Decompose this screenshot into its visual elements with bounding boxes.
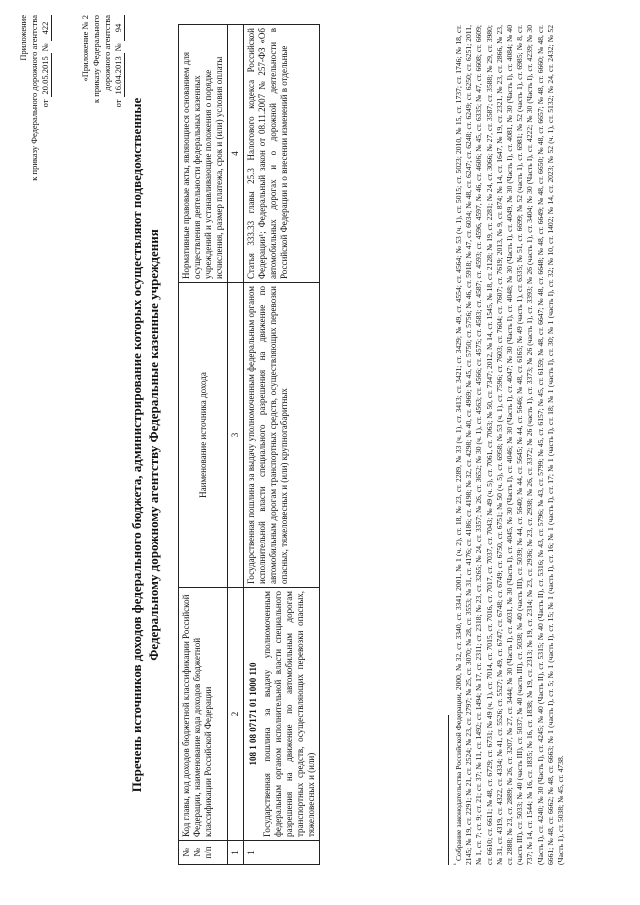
row-legal-acts: Статья 333.33 главы 25.3 Налогового кодекса Российской Федерации¹; Федеральный закон от 08.11.2007 № 257-ФЗ «Об автомобильных дорогах и о дорожной деятельности в Российской Федерации и о внесении изменений в отдельные	[244, 25, 320, 283]
index-cell: 4	[228, 25, 244, 283]
appendix-2-label: «Приложение № 2	[80, 15, 90, 82]
header-legal-acts: Нормативные правовые акты, являющиеся основанием для осуществления деятельности федеральных казенных учреждений и устанавливающие положения о порядке исчисления, размер платежа, срок и (или) условия оплаты	[179, 25, 228, 283]
appendix-order-line: к приказу Федерального дорожного агентства	[29, 15, 39, 181]
document-title: Перечень источников доходов федерального бюджета, администрирование которых осуществляют подведомственные Федеральному дорожному агентству Федеральные казенные учреждения	[129, 97, 161, 793]
footnote-marker: ¹	[453, 863, 460, 865]
row-code-cell	[244, 588, 320, 841]
row-number: 1	[244, 841, 320, 865]
income-sources-table	[178, 24, 320, 865]
income-code: 108 1 08 07171 01 1000 110	[248, 662, 258, 766]
appendix-label: Приложение	[18, 15, 28, 61]
footnote-divider	[448, 715, 449, 865]
header-code: Код главы, код доходов бюджетной классификации Российской Федерации, наименование кода доходов бюджетной классификации Российской Федерации	[179, 588, 228, 841]
appendix-2-number: 94	[113, 15, 125, 41]
table-index-row	[228, 25, 244, 865]
table-row	[244, 25, 320, 865]
index-cell: 3	[228, 283, 244, 588]
appendix-2-date: 16.04.2013	[113, 53, 125, 97]
row-source-name: Государственная пошлина за выдачу уполномоченным федеральным органом исполнительной власти специального разрешения на движение по автомобильным дорогам транспортных средств, осуществляющих перевозки опасных, тяжеловесных и (или) крупногабаритных	[244, 283, 320, 588]
header-number: № № п/п	[179, 841, 228, 865]
index-cell: 1	[228, 841, 244, 865]
order-date: 20.05.2015	[40, 53, 52, 97]
appendix-order-date-line: от 20.05.2015 № 422	[40, 15, 52, 205]
footnote-text: Собрание законодательства Российской Федерации, 2000, № 32, ст. 3340, ст. 3341, 2001, № 1 (ч. 2), ст. 18, № 23, ст. 2289, № 33 (ч. 1), ст. 3413; ст. 3421; ст. 3429; № 49, ст. 4554; ст. 4564; № 53 (ч. 1), ст. 5015; ст. 5023; 2010, № 15, ст. 1737; ст. 1746; № 18, ст. 2145; № 19, ст. 2291; № 21, ст. 2524; № 23, ст. 2797; № 25, ст. 3070; № 28, ст. 3553; № 31, ст. 4176; ст. 4186; ст. 4198; № 32, ст. 4298; № 40, ст. 4969; № 45, ст. 5750; ст. 5756; № 46, ст. 5918; № 47, ст. 6034; № 48, ст. 6247; ст. 6248; ст. 6249; ст. 6250; ст. 6251; 2011, № 1, ст. 7; ст. 9; ст. 21; ст. 37; № 11, ст. 1492; ст. 1494; № 17, ст. 2311; ст. 2318; № 23, ст. 3265; № 24, ст. 3357; № 26, ст. 3652; № 30 (ч. 1), ст. 4563; ст. 4566; ст. 4575; ст. 4583; ст. 4587; ст. 4593; ст. 4596, 4597, № 46, ст. 4606; № 45, ст. 6335; № 47, ст. 6608; ст. 6609; ст. 6610; ст. 6611; № 48, ст. 6729; ст. 6731; № 49 (ч. 1), ст. 7014, ст. 7015, ст. 7016, ст. 7017, ст. 7037, ст. 7043; № 49 (ч. 5), ст. 7061, ст. 7063; № 50, ст. 7347; 2012, № 14, ст. 1545, № 18, ст. 2128; № 19, ст. 2281; № 24, ст. 3066; № 27, ст. 3587; ст. 3588; № 29, ст. 3980; № 31, ст. 4319, ст. 4322, ст. 4334; № 41, ст. 5526; ст. 5527; № 49, ст. 6747; ст. 6748; ст. 6749; ст. 6750, ст. 6751; № 50 (ч. 5), ст. 6958; № 53 (ч. 1), ст. 7596; ст. 7603; ст. 7604; ст. 7607; ст. 7619; 2013, № 9, ст. 874; № 14, ст. 1647, № 19, ст. 2321, № 23, ст. 2866, № 23, ст. 2888; № 23, ст. 2889; № 26, ст. 3207, № 27, ст. 3444; № 30 (Часть I), ст. 4031, № 30 (Часть I), ст. 4045, № 30 (Часть I), ст. 4046; № 30 (Часть I), ст. 4047; № 30 (Часть I), ст. 4048; № 30 (Часть I), ст. 4049, № 30 (Часть I), ст. 4081, № 30 (Часть I), ст. 4084; № 40 (часть III), ст. 5033; № 40 (часть III), ст. 5037; № 40 (часть III), ст. 5038; № 40 (часть III), ст. 5039; № 44, ст. 5640; № 44, ст. 5645; № 44, ст. 5646; № 48, ст. 6165; № 49 (часть 1), ст. 6335; № 51, ст. 6699; № 52 (часть 1), ст. 6981; № 52 (часть 1), ст. 6985; № 8, ст. 737; № 14, ст. 1544; № 16, ст. 1835; № 16, ст. 1838; № 19, ст. 2313; № 19, ст. 2314; № 23, ст. 2936; № 23, ст. 2938; № 26, ст. 3372; № 26 (часть 1), ст. 3373; № 26 (часть 1), ст. 3393; № 26 (часть 1), ст. 3404; № 30 (Часть I), ст. 4222; № 30 (Часть I), ст. 4239; № 30 (Часть I), ст. 4240; № 30 (Часть I), ст. 4245; № 40 (Часть II), ст. 5315; № 40 (Часть II), ст. 5316; № 43, ст. 5796; № 43, ст. 5799; № 45, ст. 6157; № 45, ст. 6159; № 48, ст. 6647; № 48, ст. 6648; № 48, ст. 6649; № 48, ст. 6650; № 48, ст. 6657; № 48, ст. 6660; № 48, ст. 6661; № 48, ст. 6662; № 48, ст. 6663; № 1 (часть I), ст. 5; № 1 (часть I), ст. 15; № 1 (часть I), ст. 16; № 1 (часть I), ст. 17; № 1 (часть I), ст. 18; № 1 (часть I), ст. 30; № 1 (часть I), ст. 32; № 10, ст. 1402; № 14, ст. 2023; № 52 (ч. 1), ст. 5132; № 24, ст. 2432; № 52 (Часть 1), ст. 5038; № 45, ст. 4738.	[454, 25, 566, 865]
appendix-note	[18, 15, 52, 205]
table-header-row	[179, 25, 228, 865]
income-code-name: Государственная пошлина за выдачу уполномоченным федеральным органом исполнительной власти специального разрешения на движение по автомобильным дорогам транспортных средств, осуществляющих перевозки опасных, тяжеловесных и (или)	[262, 591, 316, 837]
header-source-name: Наименование источника дохода	[179, 283, 228, 588]
appendix-2-note: «Приложение № 2 к приказу Федерального дорожного агентства от 16.04.2013 № 94	[80, 15, 125, 205]
order-number: 422	[40, 15, 52, 41]
index-cell: 2	[228, 588, 244, 841]
appendix-2-date-line: от 16.04.2013 № 94	[113, 15, 125, 205]
footnote	[454, 25, 566, 865]
